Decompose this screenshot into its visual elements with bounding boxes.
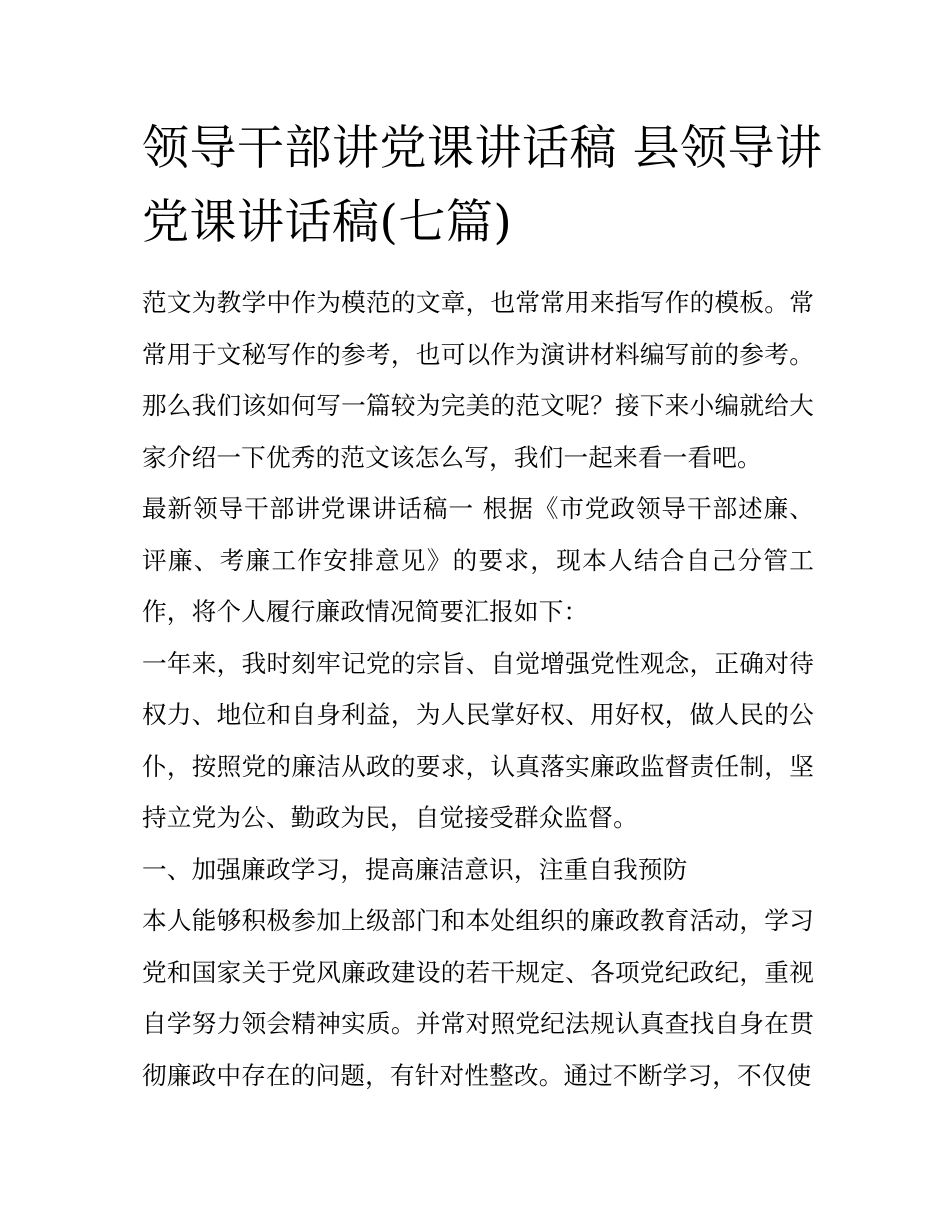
document-title: 领导干部讲党课讲话稿 县领导讲党课讲话稿(七篇) bbox=[142, 121, 823, 250]
paragraph-section-1: 本人能够积极参加上级部门和本处组织的廉政教育活动，学习党和国家关于党风廉政建设的若干规定、各项党纪政纪，重视自学努力领会精神实质。并常对照党纪法规认真查找自身在贯彻廉政中存在的问题，有针对性整改。通过不断学习，不仅使 bbox=[142, 906, 814, 1090]
paragraph-intro: 范文为教学中作为模范的文章，也常常用来指写作的模板。常常用于文秘写作的参考，也可以作为演讲材料编写前的参考。那么我们该如何写一篇较为完美的范文呢？接下来小编就给大家介绍一下优秀的范文该怎么写，我们一起来看一看吧。 bbox=[142, 288, 814, 472]
paragraph-opening: 最新领导干部讲党课讲话稿一 根据《市党政领导干部述廉、评廉、考廉工作安排意见》的要求，现本人结合自己分管工作，将个人履行廉政情况简要汇报如下： bbox=[142, 494, 814, 626]
section-heading-1: 一、加强廉政学习，提高廉洁意识，注重自我预防 bbox=[142, 854, 688, 884]
paragraph-summary: 一年来，我时刻牢记党的宗旨、自觉增强党性观念，正确对待权力、地位和自身利益，为人民掌好权、用好权，做人民的公仆，按照党的廉洁从政的要求，认真落实廉政监督责任制，坚持立党为公、勤政为民，自觉接受群众监督。 bbox=[142, 648, 814, 832]
document-body bbox=[142, 277, 814, 1101]
